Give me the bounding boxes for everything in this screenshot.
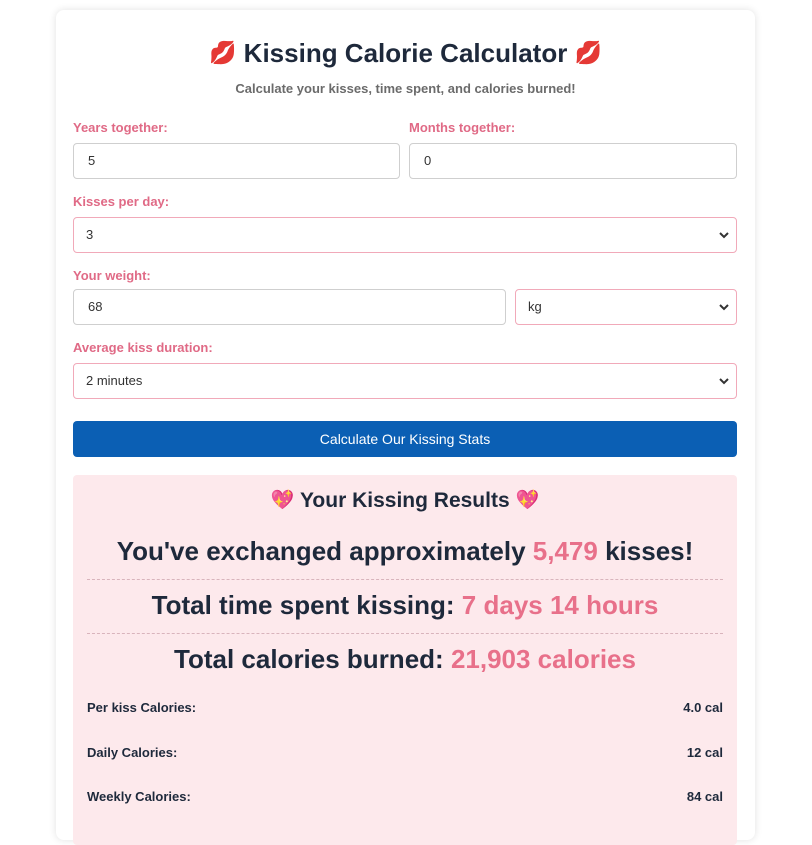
years-together-label: Years together: <box>73 120 168 135</box>
chevron-down-icon <box>718 376 730 386</box>
kisses-per-day-select[interactable] <box>73 217 737 253</box>
page-title <box>56 36 755 70</box>
total-kisses-stat <box>87 534 723 568</box>
years-together-input[interactable]: 5 <box>73 143 400 179</box>
total-time-stat <box>87 588 723 622</box>
kisses-per-day-value: 3 <box>86 227 94 242</box>
page-title-text: Kissing Calorie Calculator <box>243 38 568 68</box>
total-kisses-prefix: You've exchanged approximately <box>116 536 526 566</box>
weight-input[interactable]: 68 <box>73 289 506 325</box>
kiss-mark-icon: 💋 <box>574 40 602 65</box>
total-calories-value: 21,903 calories <box>450 644 636 674</box>
total-kisses-suffix: kisses! <box>605 536 694 566</box>
daily-calories-value: 12 cal <box>686 745 723 760</box>
weekly-calories-value: 84 cal <box>686 789 723 804</box>
months-together-input[interactable]: 0 <box>409 143 737 179</box>
months-together-label: Months together: <box>409 120 516 135</box>
total-calories-prefix: Total calories burned: <box>174 644 444 674</box>
divider <box>87 633 723 634</box>
kiss-mark-icon: 💋 <box>209 40 237 65</box>
page-subtitle: Calculate your kisses, time spent, and calories burned! <box>235 81 576 96</box>
weight-unit-select[interactable] <box>515 289 737 325</box>
total-kisses-value: 5,479 <box>532 536 598 566</box>
daily-calories-label: Daily Calories: <box>87 745 178 760</box>
kisses-per-day-label: Kisses per day: <box>73 194 170 209</box>
chevron-down-icon <box>718 230 730 240</box>
sparkling-heart-icon: 💖 <box>270 490 295 511</box>
total-time-value: 7 days 14 hours <box>461 590 659 620</box>
total-calories-stat <box>87 642 723 676</box>
divider <box>87 579 723 580</box>
chevron-down-icon <box>718 302 730 312</box>
results-panel <box>73 475 737 845</box>
weekly-calories-label: Weekly Calories: <box>87 789 191 804</box>
per-kiss-calories-label: Per kiss Calories: <box>87 700 197 715</box>
results-title-text: Your Kissing Results <box>299 489 510 512</box>
calculate-button[interactable]: Calculate Our Kissing Stats <box>73 421 737 457</box>
kiss-duration-value: 2 minutes <box>86 373 143 388</box>
per-kiss-calories-value: 4.0 cal <box>683 700 723 715</box>
weight-unit-value: kg <box>528 299 542 314</box>
sparkling-heart-icon: 💖 <box>515 490 540 511</box>
kiss-duration-select[interactable] <box>73 363 737 399</box>
total-time-prefix: Total time spent kissing: <box>151 590 455 620</box>
calculator-card <box>56 10 755 840</box>
kiss-duration-label: Average kiss duration: <box>73 340 213 355</box>
weight-label: Your weight: <box>73 268 151 283</box>
results-title <box>73 487 737 515</box>
